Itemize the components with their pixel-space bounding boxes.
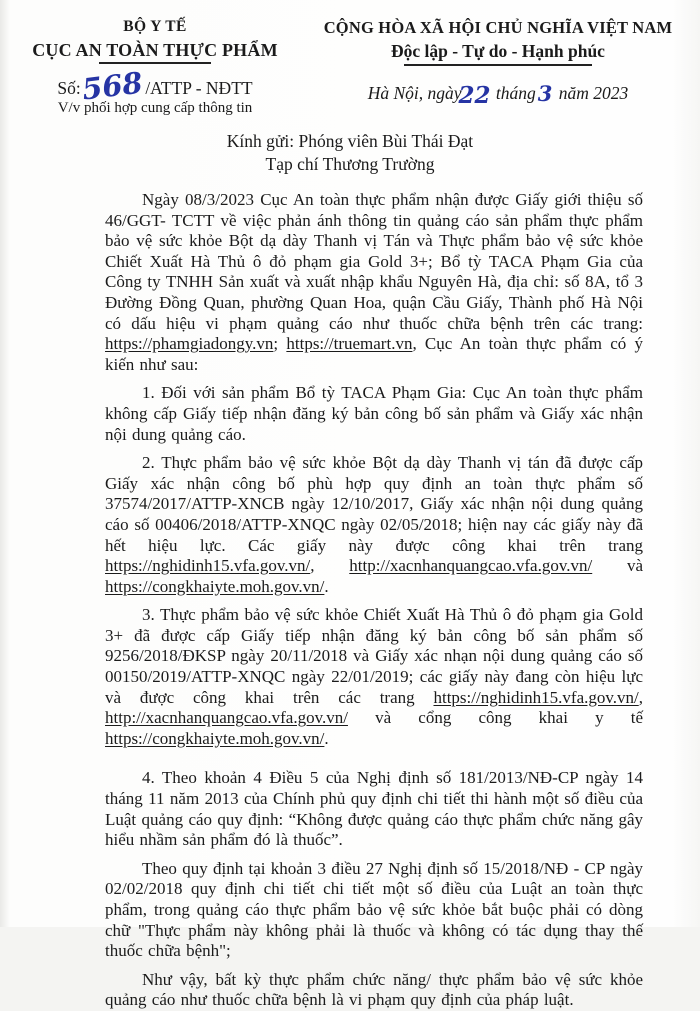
body-paragraph [105,453,643,597]
text-run: . [324,576,329,596]
document-number-suffix: /ATTP - NĐTT [145,78,253,98]
date-day-handwritten: 22 [458,82,491,109]
date-month-handwritten: 3 [537,81,553,106]
document-subject: V/v phối hợp cung cấp thông tin [57,100,253,116]
ministry-name: BỘ Y TẾ [123,18,187,35]
national-motto: Độc lập - Tự do - Hạnh phúc [391,41,605,61]
national-title: CỘNG HÒA XÃ HỘI CHỦ NGHĨA VIỆT NAM [323,18,673,37]
body-paragraph [105,768,643,850]
underlined-url-text: https://congkhaiyte.moh.gov.vn/ [105,728,325,748]
place-date-line [310,81,686,109]
recipient-line1: Kính gửi: Phóng viên Bùi Thái Đạt [226,131,474,151]
text-run: 2. Thực phẩm bảo vệ sức khỏe Bột dạ dày Thanh vị tán đã được cấp Giấy xác nhận công bố phù hợp quy định an toàn thực phẩm số 37574/2017/ATTP-XNCB ngày 12/10/2017, Giấy xác nhận nội dung quảng cáo số 00406/2018/ATTP-XNQC ngày 02/05/2018; hiện nay các giấy này đã hết hiệu lực. Các giấy này được công khai trên trang [105,453,643,555]
text-run: 4. Theo khoản 4 Điều 5 của Nghị định số 181/2013/NĐ-CP ngày 14 tháng 11 năm 2013 của Chính phủ quy định chi tiết thi hành một số điều của Luật quảng cáo quy định: “Không được quảng cáo thực phẩm chức năng gây hiểu nhầm sản phẩm đó là thuốc”. [105,768,643,850]
text-run: Như vậy, bất kỳ thực phẩm chức năng/ thực phẩm bảo vệ sức khỏe quảng cáo như thuốc chữa bệnh là vi phạm quy định của pháp luật. [105,969,643,1010]
underlined-url-text: http://xacnhanquangcao.vfa.gov.vn/ [349,556,593,576]
text-run: , Cục An toàn thực phẩm có ý kiến như sau: [105,334,643,374]
date-suffix: năm 2023 [558,83,629,103]
underlined-url-text: https://phamgiadongy.vn [105,334,274,354]
text-run: ; [273,334,287,354]
text-run: , [638,687,643,707]
underlined-url-text: https://congkhaiyte.moh.gov.vn/ [105,576,325,596]
text-run: Theo quy định tại khoản 3 điều 27 Nghị định số 15/2018/NĐ - CP ngày 02/02/2018 quy định chi tiết chi tiết một số điều của Luật an toàn thực phẩm, trong quảng cáo thực phẩm bảo vệ sức khỏe bắt buộc phải có dòng chữ "Thực phẩm này không phải là thuốc và không có tác dụng thay thế thuốc chữa bệnh"; [105,858,643,961]
issuing-agency-block [0,18,310,117]
recipient-line2: Tạp chí Thương Trường [265,154,435,174]
text-run: 3. Thực phẩm bảo vệ sức khỏe Chiết Xuất Hà Thủ ô đỏ phạm gia Gold 3+ đã được cấp Giấy tiếp nhận đăng ký bản công bố sản phẩm số 9256/2018/ĐKSP ngày 20/11/2018 và Giấy xác nhạn nội dung quảng cáo số 00150/2019/ATTP-XNQC ngày 22/01/2019; các giấy này đang còn hiệu lực và được công khai trên các trang [105,605,643,707]
underlined-url-text: http://xacnhanquangcao.vfa.gov.vn/ [105,708,348,728]
date-mid: tháng [495,83,536,103]
body-paragraph [105,859,643,962]
body-paragraph [105,970,643,1011]
underlined-url-text: https://truemart.vn [286,334,413,354]
motto-underline [404,64,592,66]
body-paragraph [105,190,643,375]
body-paragraph [105,605,643,749]
text-run: . [324,728,329,748]
letter-body [105,190,643,1011]
national-header-block [310,18,700,117]
date-prefix: Hà Nội, ngày [367,83,462,103]
text-run: , [310,556,350,576]
text-run: và [592,556,643,576]
text-run: và cổng công khai y tế [347,708,643,728]
department-underline [99,62,211,64]
recipient-block [0,130,700,176]
document-number-label: Số: [57,78,81,98]
document-number [0,65,310,107]
department-name: CỤC AN TOÀN THỰC PHẨM [32,40,278,60]
text-run: Ngày 08/3/2023 Cục An toàn thực phẩm nhận được Giấy giới thiệu số 46/GGT- TCTT về việc phản ánh thông tin quảng cáo sản phẩm thực phẩm bảo vệ sức khỏe Bột dạ dày Thanh vị Tán và Thực phẩm bảo vệ sức khỏe Chiết Xuất Hà Thủ ô đỏ phạm gia Gold 3+; Bổ tỳ TACA Phạm Gia của Công ty TNHH Sản xuất và xuất nhập khẩu Nguyên Hà, địa chỉ: số 8A, tổ 3 Đường Đồng Quan, phường Quan Hoa, quận Cầu Giấy, Thành phố Hà Nội có dấu hiệu vi phạm quảng cáo như thuốc chữa bệnh trên các trang: [105,190,643,333]
body-paragraph [105,383,643,445]
letter-header [0,18,700,117]
underlined-url-text: https://nghidinh15.vfa.gov.vn/ [105,556,311,576]
document-number-handwritten: 568 [79,65,145,107]
text-run: 1. Đối với sản phẩm Bổ tỳ TACA Phạm Gia: Cục An toàn thực phẩm không cấp Giấy tiếp nhận đăng ký bản công bố sản phẩm và Giấy xác nhận nội dung quảng cáo. [105,383,643,444]
underlined-url-text: https://nghidinh15.vfa.gov.vn/ [433,687,639,707]
